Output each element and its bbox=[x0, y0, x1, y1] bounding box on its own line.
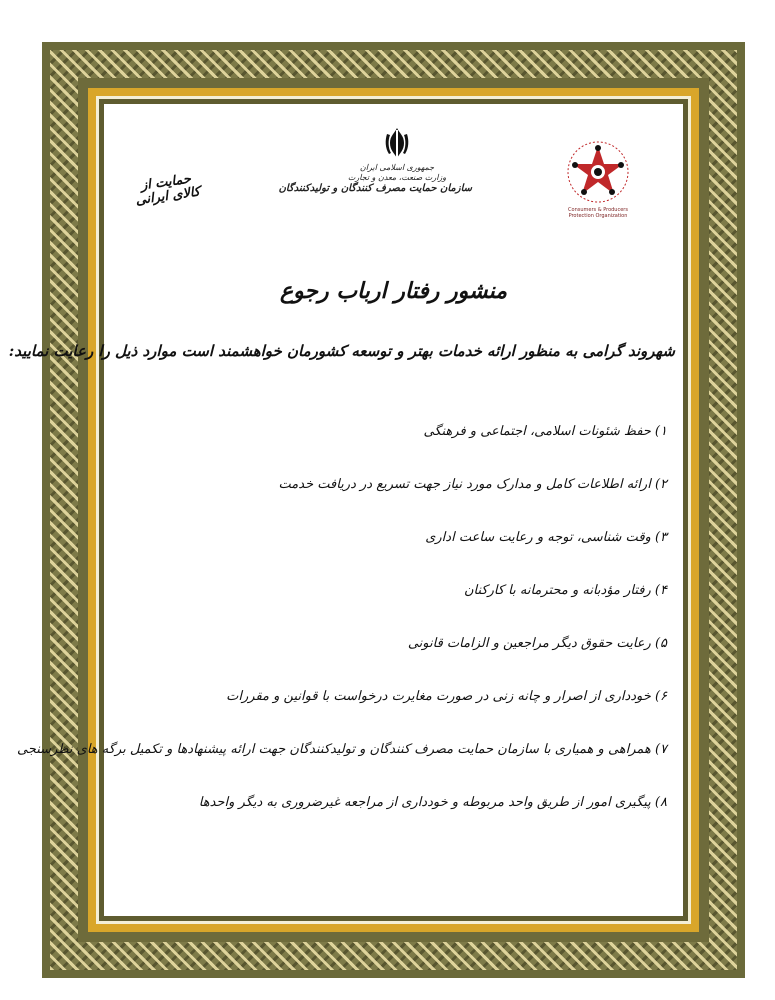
charter-items-list bbox=[17, 420, 667, 844]
charter-document bbox=[8, 112, 675, 908]
star-logo-icon bbox=[562, 136, 634, 208]
charter-item: ۱) حفظ شئونات اسلامی، اجتماعی و فرهنگی bbox=[423, 424, 667, 439]
iran-emblem-icon bbox=[383, 126, 411, 160]
charter-item: ۶) خودداری از اصرار و چانه زنی در صورت مغایرت درخواست با قوانین و مقررات bbox=[226, 689, 667, 704]
document-title: منشور رفتار ارباب رجوع bbox=[279, 278, 508, 304]
charter-item: ۴) رفتار مؤدبانه و محترمانه با کارکنان bbox=[463, 583, 667, 598]
charter-item: ۵) رعایت حقوق دیگر مراجعین و الزامات قانونی bbox=[407, 636, 667, 651]
iranian-goods-slogan: حمایت از کالای ایرانی bbox=[134, 171, 201, 209]
government-header bbox=[278, 126, 472, 196]
charter-item: ۲) ارائه اطلاعات کامل و مدارک مورد نیاز جهت تسریع در دریافت خدمت bbox=[278, 477, 667, 492]
header-republic: جمهوری اسلامی ایران bbox=[359, 163, 435, 172]
intro-text: شهروند گرامی به منظور ارائه خدمات بهتر و توسعه کشورمان خواهشمند است موارد ذیل را رعایت نمایید: bbox=[8, 342, 675, 360]
logo-caption: Consumers & Producers Protection Organization bbox=[568, 207, 628, 219]
organization-logo bbox=[562, 136, 634, 222]
charter-item: ۳) وقت شناسی، توجه و رعایت ساعت اداری bbox=[425, 530, 667, 545]
header-ministry: وزارت صنعت، معدن و تجارت bbox=[347, 173, 447, 182]
charter-item: ۷) همراهی و همیاری با سازمان حمایت مصرف کنندگان و تولیدکنندگان جهت ارائه پیشنهادها و تکمیل برگه های نظرسنجی bbox=[17, 742, 667, 757]
charter-item: ۸) پیگیری امور از طریق واحد مربوطه و خودداری از مراجعه غیرضروری به دیگر واحدها bbox=[198, 795, 667, 810]
header-organization: سازمان حمایت مصرف کنندگان و تولیدکنندگان bbox=[278, 183, 472, 194]
